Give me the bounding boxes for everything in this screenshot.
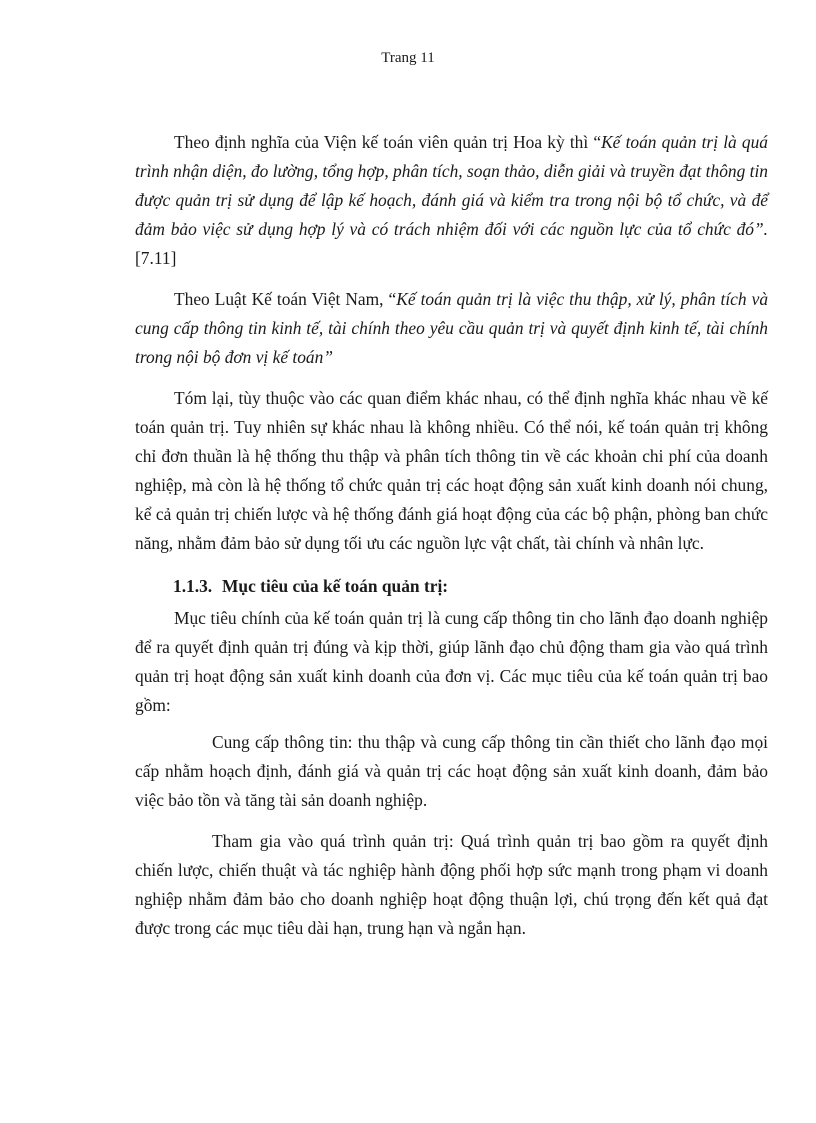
citation: [7.11]	[135, 248, 177, 268]
paragraph-definition-ima	[135, 128, 768, 273]
paragraph-definition-law	[135, 285, 768, 372]
section-number: 1.1.3.	[173, 576, 213, 596]
document-body	[135, 128, 768, 955]
quotation: Kế toán quản trị là việc thu thập, xử lý, phân tích và cung cấp thông tin kinh tế, tài chính theo yêu cầu quản trị và quyết định kinh tế, tài chính trong nội bộ đơn vị kế toán”	[135, 289, 769, 367]
paragraph-summary: Tóm lại, tùy thuộc vào các quan điểm khác nhau, có thể định nghĩa khác nhau về kế toán quản trị. Tuy nhiên sự khác nhau là không nhiều. Có thể nói, kế toán quản trị không chỉ đơn thuần là hệ thống thu thập và phân tích thông tin về các khoản chi phí của doanh nghiệp, mà còn là hệ thống tổ chức quản trị các hoạt động sản xuất kinh doanh nói chung, kể cả quản trị chiến lược và hệ thống đánh giá hoạt động của các bộ phận, phòng ban chức năng, nhằm đảm bảo sử dụng tối ưu các nguồn lực vật chất, tài chính và nhân lực.	[135, 388, 768, 553]
paragraph-lead: Theo định nghĩa của Viện kế toán viên quản trị Hoa kỳ thì “	[174, 132, 602, 152]
section-title: Mục tiêu của kế toán quản trị:	[222, 576, 449, 596]
section-heading	[135, 572, 768, 601]
objective-item-management: Tham gia vào quá trình quản trị: Quá trình quản trị bao gồm ra quyết định chiến lược, chiến thuật và tác nghiệp hành động phối hợp sức mạnh trong phạm vi doanh nghiệp nhằm đảm bảo cho doanh nghiệp hoạt động thuận lợi, chú trọng đến kết quả đạt được trong các mục tiêu dài hạn, trung hạn và ngắn hạn.	[135, 831, 768, 938]
paragraph-lead: Theo Luật Kế toán Việt Nam, “	[174, 289, 397, 309]
objective-item-information: Cung cấp thông tin: thu thập và cung cấp thông tin cần thiết cho lãnh đạo mọi cấp nhằm hoạch định, đánh giá và quản trị các hoạt động sản xuất kinh doanh, đảm bảo việc bảo tồn và tăng tài sản doanh nghiệp.	[135, 732, 768, 810]
quotation: Kế toán quản trị là quá trình nhận diện, đo lường, tổng hợp, phân tích, soạn thảo, diễn giải và truyền đạt thông tin được quản trị sử dụng để lập kế hoạch, đánh giá và kiểm tra trong nội bộ tổ chức, và để đảm bảo việc sử dụng hợp lý và có trách nhiệm đối với các nguồn lực của tổ chức đó”.	[135, 132, 768, 239]
page-number: Trang 11	[381, 50, 435, 66]
paragraph-section-intro: Mục tiêu chính của kế toán quản trị là cung cấp thông tin cho lãnh đạo doanh nghiệp để ra quyết định quản trị đúng và kịp thời, giúp lãnh đạo chủ động tham gia vào quá trình quản trị hoạt động sản xuất kinh doanh của đơn vị. Các mục tiêu của kế toán quản trị bao gồm:	[135, 608, 768, 715]
